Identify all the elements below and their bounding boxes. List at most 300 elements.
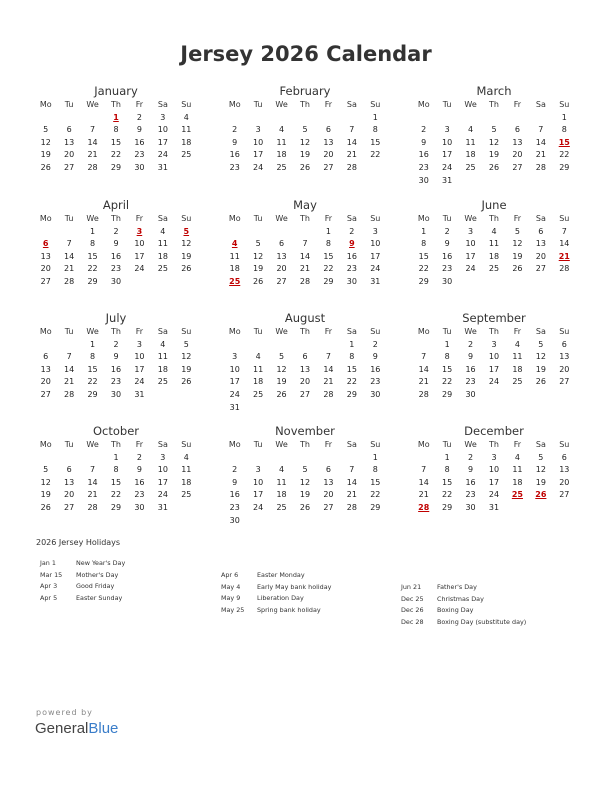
- day-cell: 10: [157, 465, 168, 475]
- weekday-header: Sa: [346, 327, 357, 336]
- month-name: March: [476, 84, 512, 98]
- weekday-header: Fr: [324, 327, 333, 336]
- day-cell: 14: [299, 251, 311, 261]
- day-cell: 1: [325, 226, 331, 236]
- empty-cell: [57, 112, 80, 125]
- empty-cell: [482, 112, 505, 125]
- day-cell: 25: [276, 162, 287, 172]
- day-cell: 30: [418, 175, 429, 185]
- day-cell: 2: [421, 125, 427, 135]
- weekday-header: Tu: [442, 440, 452, 449]
- weekday-header: Fr: [135, 327, 144, 336]
- holiday-name: Mother's Day: [76, 570, 119, 579]
- day-cell: 18: [488, 251, 500, 261]
- weekday-header: Th: [111, 327, 121, 336]
- day-cell: 8: [325, 239, 331, 249]
- day-cell: 23: [465, 490, 476, 500]
- weekday-header: We: [275, 100, 288, 109]
- weekday-header: Sa: [157, 214, 168, 223]
- day-cell: 30: [465, 502, 476, 512]
- empty-cell: [529, 112, 552, 125]
- weekday-header: Tu: [64, 327, 74, 336]
- holiday-date: May 25: [221, 605, 245, 614]
- day-cell: 11: [253, 364, 264, 374]
- day-grid: [223, 99, 387, 175]
- weekday-header: Su: [559, 100, 570, 109]
- holiday-name: Early May bank holiday: [257, 582, 332, 591]
- weekday-header: We: [464, 100, 477, 109]
- holiday-date: Mar 15: [40, 570, 63, 579]
- day-cell: 21: [299, 264, 311, 274]
- day-cell: 23: [134, 150, 145, 160]
- holiday-date: May 9: [221, 594, 241, 603]
- day-cell: 22: [559, 150, 570, 160]
- day-cell: 24: [134, 264, 145, 274]
- day-cell: 11: [181, 125, 192, 135]
- day-cell: 14: [64, 364, 75, 374]
- day-cell: 2: [468, 452, 474, 462]
- day-cell: 15: [110, 477, 122, 487]
- day-cell: 27: [559, 377, 570, 387]
- month-march: [412, 83, 576, 187]
- day-cell: 5: [183, 226, 190, 236]
- day-cell: 11: [276, 137, 287, 147]
- weekday-header: Su: [181, 100, 192, 109]
- day-cell: 14: [418, 364, 429, 374]
- day-cell: 29: [370, 502, 381, 512]
- day-cell: 9: [136, 465, 142, 475]
- day-cell: 26: [40, 502, 51, 512]
- weekday-header: Mo: [417, 327, 430, 336]
- day-cell: 10: [465, 239, 476, 249]
- day-cell: 21: [558, 251, 570, 261]
- day-cell: 18: [465, 150, 476, 160]
- holiday-date: Dec 26: [401, 606, 424, 615]
- day-grid: [223, 326, 387, 414]
- day-cell: 6: [325, 125, 331, 135]
- day-cell: 28: [299, 276, 311, 286]
- empty-cell: [246, 226, 269, 239]
- day-cell: 23: [346, 264, 357, 274]
- day-cell: 13: [40, 251, 51, 261]
- holiday-column: [401, 582, 526, 628]
- day-cell: 26: [181, 264, 192, 274]
- day-cell: 29: [110, 502, 122, 512]
- holiday-column: [221, 570, 331, 616]
- day-cell: 29: [323, 276, 334, 286]
- empty-cell: [34, 112, 57, 125]
- day-cell: 17: [488, 364, 500, 374]
- month-may: [223, 197, 387, 289]
- day-cell: 17: [134, 251, 145, 261]
- holiday-name: Christmas Day: [437, 594, 484, 603]
- day-cell: 30: [346, 276, 357, 286]
- day-cell: 21: [418, 377, 429, 387]
- brand-general: General: [35, 720, 89, 737]
- day-cell: 13: [64, 137, 75, 147]
- day-cell: 18: [253, 377, 264, 387]
- empty-cell: [412, 452, 435, 465]
- weekday-header: We: [464, 214, 477, 223]
- day-cell: 27: [64, 502, 75, 512]
- month-name: February: [279, 84, 331, 98]
- day-cell: 4: [160, 226, 166, 236]
- weekday-header: Sa: [535, 100, 546, 109]
- day-cell: 8: [372, 465, 378, 475]
- day-cell: 26: [299, 162, 311, 172]
- day-cell: 28: [346, 502, 357, 512]
- day-cell: 8: [561, 125, 567, 135]
- day-cell: 12: [535, 465, 546, 475]
- day-cell: 24: [157, 490, 168, 500]
- day-cell: 2: [444, 226, 450, 236]
- day-cell: 7: [349, 125, 355, 135]
- day-cell: 7: [90, 465, 96, 475]
- day-cell: 16: [370, 364, 381, 374]
- day-cell: 11: [276, 477, 287, 487]
- day-cell: 30: [134, 502, 145, 512]
- day-cell: 4: [183, 452, 189, 462]
- day-cell: 17: [253, 490, 264, 500]
- day-cell: 27: [276, 276, 287, 286]
- day-cell: 18: [181, 477, 192, 487]
- weekday-header: Mo: [228, 440, 241, 449]
- empty-cell: [246, 452, 269, 465]
- day-cell: 28: [346, 162, 357, 172]
- day-cell: 7: [421, 352, 427, 362]
- day-cell: 19: [535, 364, 546, 374]
- day-cell: 4: [160, 339, 166, 349]
- month-name: December: [464, 424, 524, 438]
- day-cell: 17: [253, 150, 264, 160]
- day-cell: 16: [465, 477, 476, 487]
- day-cell: 29: [442, 502, 453, 512]
- day-grid: [223, 213, 387, 289]
- day-cell: 25: [488, 264, 500, 274]
- month-name: April: [102, 198, 130, 212]
- day-cell: 26: [535, 377, 546, 387]
- day-cell: 27: [64, 162, 75, 172]
- day-cell: 29: [87, 389, 98, 399]
- month-june: [412, 197, 576, 289]
- day-cell: 21: [87, 490, 98, 500]
- day-cell: 31: [370, 276, 381, 286]
- day-cell: 15: [346, 364, 357, 374]
- day-cell: 20: [64, 490, 75, 500]
- day-cell: 17: [465, 251, 476, 261]
- day-cell: 15: [87, 364, 98, 374]
- day-cell: 9: [421, 137, 427, 147]
- day-grid: [412, 326, 576, 402]
- weekday-header: Mo: [39, 440, 52, 449]
- day-cell: 15: [370, 477, 381, 487]
- weekday-header: Mo: [39, 214, 52, 223]
- day-cell: 17: [370, 251, 381, 261]
- day-cell: 21: [418, 490, 429, 500]
- weekday-header: Fr: [135, 100, 144, 109]
- day-cell: 12: [276, 364, 287, 374]
- day-grid: [412, 439, 576, 515]
- day-cell: 18: [512, 364, 523, 374]
- empty-cell: [412, 112, 435, 125]
- day-cell: 31: [229, 402, 240, 412]
- empty-cell: [81, 112, 104, 125]
- empty-cell: [412, 339, 435, 352]
- day-cell: 22: [87, 264, 98, 274]
- holiday-date: Dec 25: [401, 594, 424, 603]
- powered-by-label: powered by: [36, 708, 93, 717]
- empty-cell: [270, 226, 293, 239]
- day-cell: 20: [40, 377, 51, 387]
- day-cell: 20: [40, 264, 51, 274]
- day-cell: 3: [491, 452, 497, 462]
- weekday-header: Su: [181, 440, 192, 449]
- empty-cell: [34, 226, 57, 239]
- month-february: [223, 83, 387, 175]
- day-cell: 4: [468, 125, 474, 135]
- empty-cell: [246, 112, 269, 125]
- empty-cell: [435, 112, 458, 125]
- weekday-header: Su: [181, 327, 192, 336]
- day-cell: 18: [229, 264, 240, 274]
- day-cell: 19: [299, 490, 311, 500]
- day-cell: 13: [299, 364, 311, 374]
- day-cell: 11: [157, 352, 168, 362]
- weekday-header: Sa: [346, 100, 357, 109]
- day-cell: 31: [442, 175, 453, 185]
- day-cell: 2: [372, 339, 378, 349]
- day-cell: 14: [87, 137, 98, 147]
- day-cell: 19: [512, 251, 523, 261]
- weekday-header: Mo: [39, 327, 52, 336]
- day-cell: 3: [372, 226, 378, 236]
- weekday-header: Th: [300, 440, 310, 449]
- empty-cell: [459, 112, 482, 125]
- day-cell: 6: [302, 352, 308, 362]
- day-cell: 30: [134, 162, 145, 172]
- day-cell: 4: [279, 125, 285, 135]
- day-cell: 1: [113, 452, 119, 462]
- holiday-date: Jan 1: [40, 559, 56, 567]
- holiday-row: [40, 581, 125, 593]
- day-cell: 24: [488, 490, 500, 500]
- day-cell: 28: [323, 389, 334, 399]
- generalblue-logo[interactable]: [35, 720, 118, 737]
- holiday-date: May 4: [221, 582, 241, 591]
- empty-cell: [34, 339, 57, 352]
- day-cell: 22: [418, 264, 429, 274]
- empty-cell: [317, 112, 340, 125]
- day-cell: 6: [325, 465, 331, 475]
- empty-cell: [270, 339, 293, 352]
- weekday-header: Su: [559, 327, 570, 336]
- day-cell: 10: [488, 465, 500, 475]
- day-cell: 20: [299, 377, 311, 387]
- holiday-name: Easter Monday: [257, 571, 305, 579]
- day-cell: 23: [229, 502, 240, 512]
- holidays-title: 2026 Jersey Holidays: [36, 538, 121, 547]
- day-cell: 31: [134, 389, 145, 399]
- holiday-name: Spring bank holiday: [257, 605, 321, 614]
- empty-cell: [340, 452, 363, 465]
- empty-cell: [223, 226, 246, 239]
- empty-cell: [223, 339, 246, 352]
- day-cell: 9: [349, 239, 355, 249]
- day-cell: 9: [232, 477, 238, 487]
- holiday-name: Boxing Day: [437, 606, 474, 615]
- day-cell: 11: [229, 251, 240, 261]
- day-cell: 24: [370, 264, 381, 274]
- day-cell: 13: [64, 477, 75, 487]
- day-cell: 27: [323, 502, 334, 512]
- day-cell: 17: [157, 477, 168, 487]
- day-cell: 1: [372, 112, 378, 122]
- day-cell: 1: [349, 339, 355, 349]
- empty-cell: [270, 452, 293, 465]
- empty-cell: [270, 112, 293, 125]
- day-cell: 4: [255, 352, 261, 362]
- day-cell: 6: [279, 239, 285, 249]
- day-cell: 3: [160, 112, 166, 122]
- day-cell: 28: [559, 264, 570, 274]
- day-cell: 27: [299, 389, 311, 399]
- weekday-header: Sa: [535, 327, 546, 336]
- day-cell: 30: [442, 276, 453, 286]
- month-name: September: [462, 311, 526, 325]
- day-cell: 1: [372, 452, 378, 462]
- day-cell: 5: [255, 239, 261, 249]
- month-december: [412, 423, 576, 515]
- day-cell: 12: [512, 239, 523, 249]
- day-cell: 9: [136, 125, 142, 135]
- day-cell: 1: [90, 339, 96, 349]
- weekday-header: Fr: [324, 214, 333, 223]
- day-cell: 2: [136, 452, 142, 462]
- day-cell: 30: [229, 515, 240, 525]
- weekday-header: Fr: [324, 440, 333, 449]
- day-cell: 16: [229, 150, 240, 160]
- day-cell: 21: [64, 264, 75, 274]
- holiday-row: [221, 605, 331, 617]
- day-cell: 5: [538, 339, 544, 349]
- day-cell: 25: [276, 502, 287, 512]
- day-cell: 28: [87, 502, 98, 512]
- day-cell: 23: [370, 377, 381, 387]
- holiday-date: Dec 28: [401, 617, 424, 626]
- day-cell: 29: [346, 389, 357, 399]
- day-cell: 24: [253, 162, 264, 172]
- day-cell: 7: [90, 125, 96, 135]
- holiday-name: Boxing Day (substitute day): [437, 617, 527, 626]
- weekday-header: We: [275, 214, 288, 223]
- day-cell: 9: [444, 239, 450, 249]
- day-cell: 17: [229, 377, 240, 387]
- day-cell: 21: [346, 150, 357, 160]
- weekday-header: We: [86, 100, 99, 109]
- weekday-header: We: [464, 327, 477, 336]
- day-cell: 11: [181, 465, 192, 475]
- day-cell: 22: [110, 150, 122, 160]
- weekday-header: Su: [181, 214, 192, 223]
- day-cell: 5: [302, 125, 308, 135]
- day-cell: 16: [134, 477, 145, 487]
- holiday-column: [40, 558, 125, 604]
- day-cell: 10: [134, 352, 145, 362]
- day-cell: 16: [110, 251, 122, 261]
- month-september: [412, 310, 576, 402]
- weekday-header: Mo: [228, 214, 241, 223]
- day-cell: 6: [561, 452, 567, 462]
- empty-cell: [317, 452, 340, 465]
- day-cell: 15: [323, 251, 334, 261]
- day-grid: [412, 99, 576, 187]
- day-cell: 2: [136, 112, 142, 122]
- empty-cell: [506, 112, 529, 125]
- day-cell: 13: [512, 137, 523, 147]
- day-cell: 13: [535, 239, 546, 249]
- day-cell: 26: [512, 264, 523, 274]
- empty-cell: [293, 339, 316, 352]
- empty-cell: [293, 226, 316, 239]
- day-cell: 12: [253, 251, 264, 261]
- weekday-header: Fr: [324, 100, 333, 109]
- day-cell: 4: [183, 112, 189, 122]
- day-cell: 25: [157, 377, 168, 387]
- day-cell: 11: [488, 239, 500, 249]
- brand-blue: Blue: [88, 720, 119, 737]
- day-cell: 19: [299, 150, 311, 160]
- page-title: Jersey 2026 Calendar: [180, 42, 432, 66]
- day-cell: 22: [346, 377, 357, 387]
- day-cell: 16: [229, 490, 240, 500]
- day-cell: 21: [323, 377, 334, 387]
- day-cell: 12: [299, 137, 311, 147]
- day-cell: 8: [113, 465, 119, 475]
- day-cell: 13: [323, 137, 334, 147]
- day-cell: 5: [183, 339, 189, 349]
- day-cell: 30: [465, 389, 476, 399]
- weekday-header: Su: [370, 327, 381, 336]
- day-cell: 19: [488, 150, 500, 160]
- day-cell: 6: [66, 465, 72, 475]
- day-cell: 1: [444, 452, 450, 462]
- day-cell: 13: [559, 465, 570, 475]
- month-july: [34, 310, 198, 402]
- day-cell: 23: [229, 162, 240, 172]
- day-cell: 15: [442, 477, 453, 487]
- day-cell: 14: [346, 477, 357, 487]
- day-cell: 7: [66, 239, 72, 249]
- day-cell: 17: [134, 364, 145, 374]
- day-cell: 24: [229, 389, 240, 399]
- day-cell: 13: [559, 352, 570, 362]
- day-cell: 7: [325, 352, 331, 362]
- day-cell: 2: [232, 125, 238, 135]
- day-cell: 23: [465, 377, 476, 387]
- day-cell: 25: [181, 150, 192, 160]
- day-cell: 22: [370, 490, 381, 500]
- day-cell: 3: [136, 339, 142, 349]
- empty-cell: [293, 112, 316, 125]
- day-cell: 3: [232, 352, 238, 362]
- weekday-header: We: [86, 327, 99, 336]
- day-cell: 1: [90, 226, 96, 236]
- day-cell: 26: [535, 490, 547, 500]
- day-cell: 20: [276, 264, 287, 274]
- day-cell: 31: [157, 502, 168, 512]
- weekday-header: Mo: [228, 100, 241, 109]
- day-cell: 30: [370, 389, 381, 399]
